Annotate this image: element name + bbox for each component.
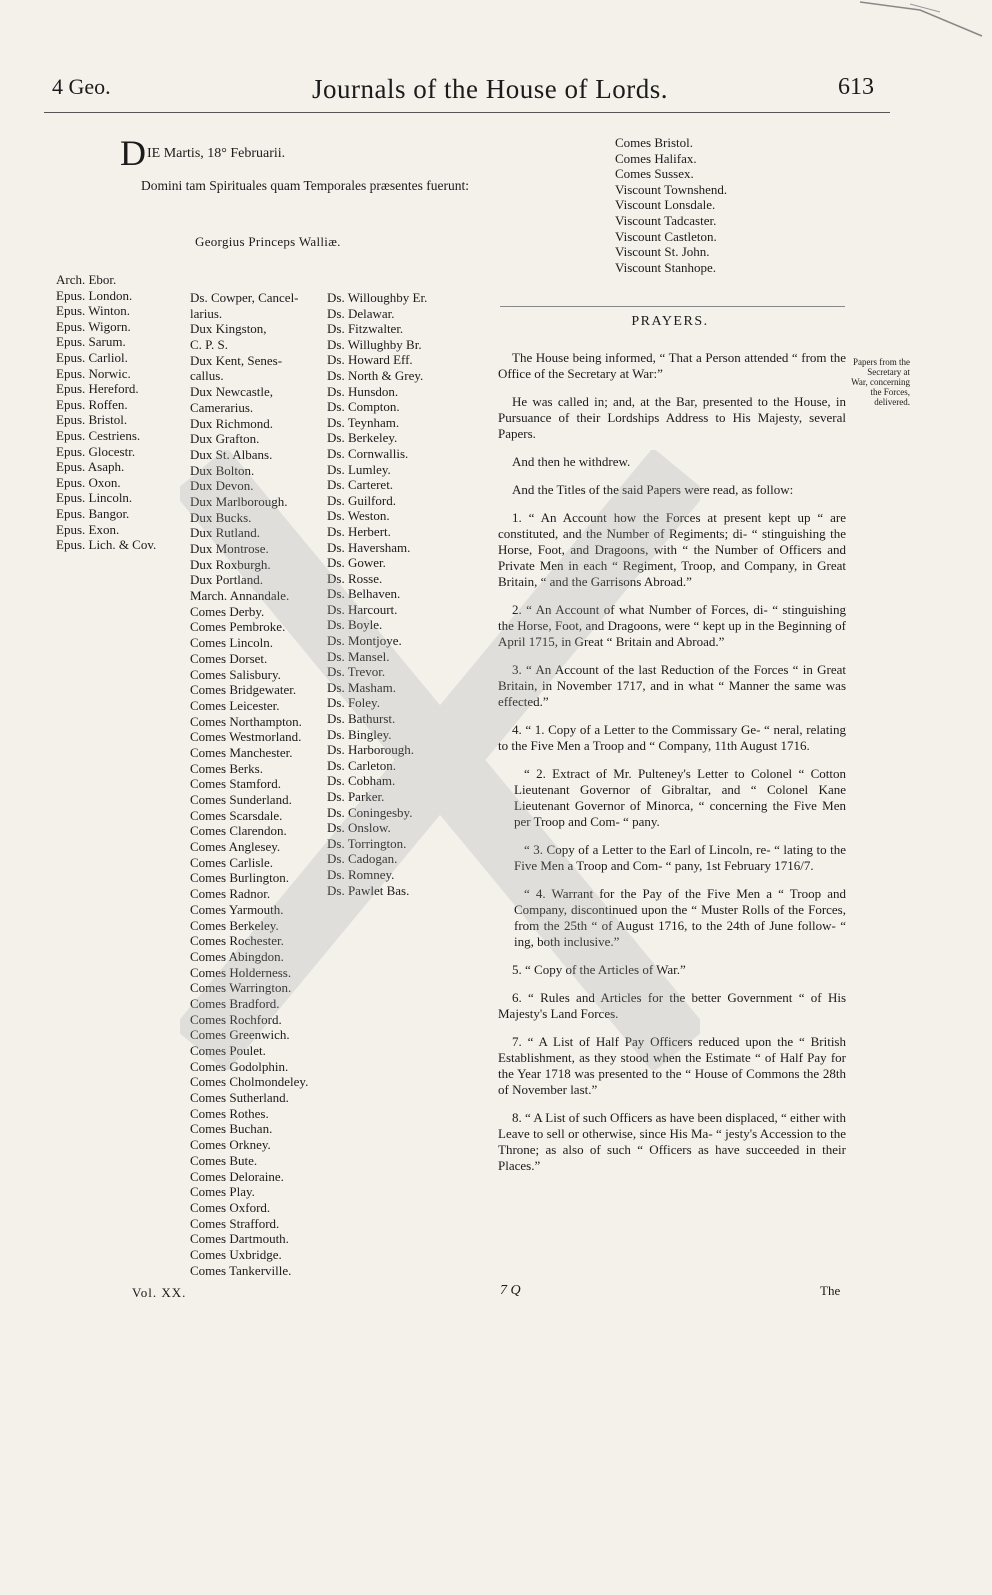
prayers-heading: PRAYERS. [631, 314, 709, 329]
paragraph: 4. “ 1. Copy of a Letter to the Commissary Ge- “ neral, relating to the Five Men a Troop and “ Company, 11th August 1716. [498, 722, 846, 753]
lord-entry: Comes Rochester. [190, 933, 284, 949]
lord-entry: Epus. Lich. & Cov. [56, 537, 157, 553]
lord-entry: Comes Manchester. [190, 744, 293, 760]
paragraph: 5. “ Copy of the Articles of War.” [512, 962, 686, 977]
lord-entry: Ds. Coningesby. [327, 804, 413, 820]
lord-entry: Dux Bucks. [190, 509, 252, 525]
lord-entry: Dux Roxburgh. [190, 556, 271, 572]
proceedings-text [498, 350, 846, 1186]
lord-entry: Comes Anglesey. [190, 839, 281, 855]
lord-entry: Epus. Bristol. [56, 412, 128, 428]
prince-line: Georgius Princeps Walliæ. [195, 234, 341, 249]
lord-entry: Epus. Asaph. [56, 459, 125, 475]
lord-entry: Comes Bute. [190, 1152, 258, 1168]
lord-entry: Dux Montrose. [190, 541, 269, 556]
paragraph: 6. “ Rules and Articles for the better Government “ of His Majesty's Land Forces. [498, 990, 846, 1021]
lord-entry: Arch. Ebor. [56, 272, 117, 287]
lord-entry: Dux Kingston, [190, 321, 267, 337]
lord-entry: Dux Richmond. [190, 415, 274, 431]
bishops-column [56, 272, 156, 553]
lord-entry: Comes Godolphin. [190, 1058, 289, 1074]
lord-entry: Comes Deloraine. [190, 1168, 284, 1184]
lord-entry: Ds. Willughby Br. [327, 336, 422, 352]
lord-entry: Ds. Carteret. [327, 477, 394, 493]
lord-entry: Comes Play. [190, 1184, 255, 1200]
lord-entry: Camerarius. [190, 399, 254, 415]
lord-entry: Viscount Stanhope. [615, 259, 717, 275]
lord-entry: Ds. Hunsdon. [327, 383, 399, 399]
lord-entry: Comes Rothes. [190, 1105, 269, 1121]
header-rule [44, 112, 890, 113]
lord-entry: Ds. Bathurst. [327, 711, 396, 727]
lord-entry: Comes Buchan. [190, 1121, 273, 1137]
lord-entry: Epus. Bangor. [56, 505, 130, 521]
lord-entry: Comes Stamford. [190, 776, 281, 792]
header-regnal-year: 4 Geo. [52, 74, 111, 99]
lord-entry: Comes Warrington. [190, 980, 292, 996]
paragraph: 1. “ An Account how the Forces at present kept up “ are constituted, and the Number of Regiments; di- “ stinguishing the Horse, Foot, and Dragoons, with “ the Number of Officers and Private Men in each “ Regiment, Troop, and Company, in Great Britain, “ and the Garrisons Abroad.” [498, 510, 846, 589]
paragraph: He was called in; and, at the Bar, presented to the House, in Pursuance of their Lordships Address to His Majesty, several Papers. [498, 394, 846, 441]
lord-entry: Ds. Guilford. [327, 492, 396, 508]
lord-entry: Ds. Fitzwalter. [327, 321, 404, 337]
paragraph: 3. “ An Account of the last Reduction of the Forces “ in Great Britain, in November 1717, and in what “ Manner the same was effected.” [498, 662, 846, 709]
lord-entry: Comes Rochford. [190, 1011, 282, 1027]
lord-entry: Comes Burlington. [190, 870, 289, 886]
lord-entry: Ds. Belhaven. [327, 586, 401, 602]
lord-entry: Comes Radnor. [190, 886, 271, 902]
lord-entry: Comes Westmorland. [190, 729, 302, 745]
lord-entry: Ds. Boyle. [327, 617, 383, 633]
lord-entry: Ds. Compton. [327, 399, 400, 415]
lord-entry: Ds. Haversham. [327, 539, 411, 555]
lord-entry: Ds. Weston. [327, 508, 390, 524]
lord-entry: Dux Marlborough. [190, 493, 288, 509]
lord-entry: Ds. Pawlet Bas. [327, 882, 410, 898]
lord-entry: Comes Northampton. [190, 713, 302, 729]
paragraph: 8. “ A List of such Officers as have been displaced, “ either with Leave to sell or otherwise, since His Ma- “ jesty's Accession to the Throne; as also of such “ Officers as have succeeded in their Places.” [498, 1110, 846, 1173]
lord-entry: Comes Sussex. [615, 166, 694, 182]
catchword: The [820, 1283, 841, 1298]
lord-entry: C. P. S. [190, 337, 228, 353]
lord-entry: Comes Bradford. [190, 995, 280, 1011]
lord-entry: Comes Derby. [190, 603, 265, 619]
paragraph: “ 2. Extract of Mr. Pulteney's Letter to Colonel “ Cotton Lieutenant Governor of Gibraltar, and “ Colonel Kane Lieutenant Governor of Minorca, “ concerning the Five Men per Troop and Com- “ pany. [514, 766, 846, 829]
lord-entry: Ds. Onslow. [327, 820, 391, 836]
lord-entry: Dux St. Albans. [190, 446, 273, 462]
paragraph: 7. “ A List of Half Pay Officers reduced upon the “ British Establishment, as they stood when the Estimate “ of Half Pay for the Year 1718 was presented to the “ House of Commons the 28th of November last.” [498, 1034, 846, 1097]
lord-entry: Comes Pembroke. [190, 619, 286, 635]
lord-entry: Epus. Carliol. [56, 349, 128, 365]
drop-cap: D [120, 133, 146, 173]
lord-entry: Ds. Foley. [327, 695, 380, 711]
lord-entry: Ds. Romney. [327, 866, 395, 882]
lord-entry: Comes Cholmondeley. [190, 1074, 309, 1090]
lord-entry: Ds. Trevor. [327, 664, 386, 680]
lord-entry: Ds. Berkeley. [327, 430, 398, 446]
lord-entry: Ds. Lumley. [327, 461, 391, 477]
lord-entry: Ds. Cowper, Cancel- [190, 290, 299, 305]
lord-entry: Ds. Carleton. [327, 757, 396, 773]
lord-entry: Epus. London. [56, 287, 133, 303]
prayers-rule [500, 306, 845, 307]
lord-entry: Comes Berkeley. [190, 917, 279, 933]
barons-column [327, 290, 427, 898]
date-text: IE Martis, 18° Februarii. [147, 146, 286, 161]
lord-entry: Comes Halifax. [615, 150, 697, 166]
lord-entry: Ds. Cadogan. [327, 851, 398, 867]
lord-entry: Ds. Masham. [327, 679, 396, 695]
lord-entry: Ds. Harborough. [327, 742, 415, 758]
lord-entry: Epus. Exon. [56, 521, 120, 537]
lord-entry: Epus. Norwic. [56, 365, 131, 381]
lord-entry: Dux Portland. [190, 572, 263, 588]
lord-entry: Comes Sunderland. [190, 792, 292, 807]
lord-entry: Ds. Willoughby Er. [327, 290, 428, 305]
lord-entry: Comes Abingdon. [190, 948, 284, 964]
lord-entry: Comes Scarsdale. [190, 807, 283, 823]
lord-entry: March. Annandale. [190, 588, 290, 604]
lord-entry: Viscount St. John. [615, 244, 710, 260]
lord-entry: Comes Leicester. [190, 697, 280, 713]
lord-entry: Comes Oxford. [190, 1199, 271, 1215]
lord-entry: Epus. Wigorn. [56, 318, 131, 334]
lord-entry: Dux Devon. [190, 478, 254, 494]
lord-entry: Comes Uxbridge. [190, 1246, 282, 1262]
lord-entry: Comes Yarmouth. [190, 901, 284, 917]
lord-entry: Ds. Bingley. [327, 726, 392, 742]
lord-entry: Ds. Gower. [327, 555, 386, 571]
lord-entry: Viscount Lonsdale. [615, 197, 716, 213]
lord-entry: Viscount Tadcaster. [615, 212, 717, 228]
lord-entry: Dux Bolton. [190, 462, 255, 478]
lord-entry: Comes Orkney. [190, 1137, 271, 1153]
lord-entry: Epus. Roffen. [56, 396, 128, 412]
lord-entry: Epus. Winton. [56, 303, 130, 319]
paragraph: “ 3. Copy of a Letter to the Earl of Lincoln, re- “ lating to the Five Men a Troop and Com- “ pany, 1st February 1716/7. [514, 842, 846, 873]
lord-entry: Dux Rutland. [190, 525, 261, 541]
lord-entry: Ds. North & Grey. [327, 367, 424, 383]
dukes-earls-column [190, 290, 308, 1278]
lord-entry: Ds. Rosse. [327, 570, 383, 586]
lord-entry: Ds. Cornwallis. [327, 445, 409, 461]
lord-entry: Comes Greenwich. [190, 1027, 290, 1043]
lord-entry: Comes Bridgewater. [190, 682, 297, 698]
lord-entry: Ds. Harcourt. [327, 601, 398, 617]
lord-entry: Epus. Lincoln. [56, 490, 133, 506]
lord-entry: Ds. Teynham. [327, 414, 400, 430]
margin-note: Papers from the Secretary at War, concerning the Forces, delivered. [851, 357, 910, 407]
lord-entry: Comes Bristol. [615, 135, 694, 150]
paragraph: And the Titles of the said Papers were read, as follow: [512, 482, 794, 497]
lord-entry: Viscount Castleton. [615, 228, 717, 244]
lord-entry: Ds. Delawar. [327, 305, 395, 321]
lord-entry: Dux Grafton. [190, 431, 260, 447]
lord-entry: Comes Sutherland. [190, 1090, 289, 1106]
lord-entry: Comes Berks. [190, 760, 263, 776]
lord-entry: Dux Newcastle, [190, 384, 274, 400]
paragraph: “ 4. Warrant for the Pay of the Five Men a “ Troop and Company, discontinued upon the “ Muster Rolls of the Forces, from the 25th “ of August 1716, to the 24th of June follow- “ ing, both inclusive.” [514, 886, 846, 949]
lord-entry: larius. [190, 305, 223, 321]
header-title: Journals of the House of Lords. [312, 74, 668, 104]
lord-entry: Comes Salisbury. [190, 666, 281, 682]
paragraph: And then he withdrew. [512, 454, 631, 469]
lord-entry: Epus. Sarum. [56, 334, 126, 350]
paragraph: The House being informed, “ That a Person attended “ from the Office of the Secretary at War:” [498, 350, 846, 381]
lord-entry: Epus. Cestriens. [56, 427, 141, 443]
lord-entry: Ds. Montjoye. [327, 633, 402, 649]
lord-entry: Comes Dartmouth. [190, 1231, 289, 1247]
lord-entry: Comes Strafford. [190, 1215, 280, 1231]
lord-entry: Comes Clarendon. [190, 823, 287, 839]
lord-entry: Viscount Townshend. [615, 181, 728, 197]
lord-entry: callus. [190, 368, 224, 384]
lord-entry: Dux Kent, Senes- [190, 352, 283, 368]
attendance-heading: Domini tam Spirituales quam Temporales præsentes fuerunt: [141, 178, 469, 193]
paragraph: 2. “ An Account of what Number of Forces, di- “ stinguishing the Horse, Foot, and Dragoons, were “ kept up in the Beginning of April 1715, in Great “ Britain and Abroad.” [498, 602, 846, 649]
lord-entry: Ds. Torrington. [327, 835, 407, 851]
lord-entry: Epus. Glocestr. [56, 443, 136, 459]
lord-entry: Comes Lincoln. [190, 635, 274, 651]
lord-entry: Comes Poulet. [190, 1043, 266, 1058]
lord-entry: Ds. Howard Eff. [327, 352, 413, 368]
lord-entry: Comes Tankerville. [190, 1262, 292, 1278]
signature-mark: 7 Q [500, 1283, 521, 1298]
lord-entry: Ds. Mansel. [327, 648, 390, 664]
earls-viscounts-column [615, 135, 727, 275]
lord-entry: Ds. Herbert. [327, 523, 391, 539]
lord-entry: Epus. Oxon. [56, 474, 121, 490]
torn-corner-mark [850, 0, 992, 40]
lord-entry: Comes Holderness. [190, 964, 292, 980]
lord-entry: Ds. Parker. [327, 789, 385, 804]
volume-label: Vol. XX. [132, 1285, 187, 1300]
lord-entry: Comes Dorset. [190, 650, 268, 666]
lord-entry: Ds. Cobham. [327, 773, 396, 789]
date-line [120, 133, 286, 173]
lord-entry: Comes Carlisle. [190, 854, 274, 870]
header-page-number: 613 [838, 74, 874, 100]
lord-entry: Epus. Hereford. [56, 381, 139, 397]
